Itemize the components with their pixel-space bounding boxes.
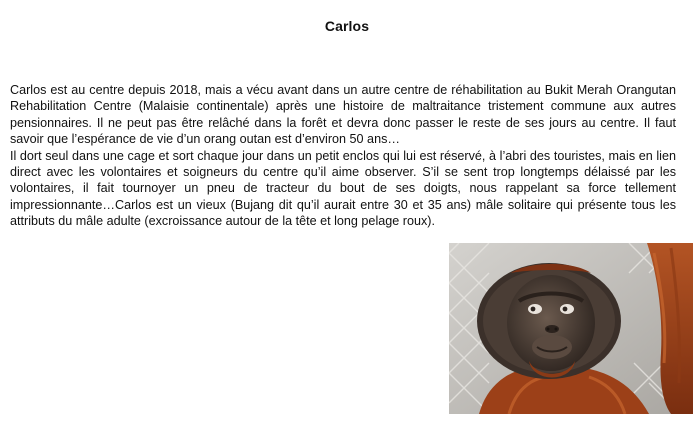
document-body	[10, 82, 676, 230]
document-title: Carlos	[324, 18, 370, 34]
orangutan-photo	[449, 243, 693, 414]
orangutan-illustration	[449, 243, 693, 414]
paragraph-2: Il dort seul dans une cage et sort chaque jour dans un petit enclos qui lui est réservé, à l’abri des touristes, mais en lien direct avec les volontaires et soigneurs du centre qu’il aime observer. S’il se sent trop longtemps délaissé par les volontaires, il fait tournoyer un pneu de tracteur du bout de ses doigts, nous rappelant sa force tellement impressionnante…Carlos est un vieux (Bujang dit qu’il aurait entre 30 et 35 ans) mâle solitaire qui présente tous les attributs du mâle adulte (excroissance autour de la tête et long pelage roux).	[10, 148, 676, 229]
paragraph-1: Carlos est au centre depuis 2018, mais a vécu avant dans un autre centre de réhabilitation au Bukit Merah Orangutan Rehabilitation Centre (Malaisie continentale) après une histoire de maltraitance tristement commune aux autres pensionnaires. Il ne peut pas être relâché dans la forêt et devra donc passer le reste de ses jours au centre. Il faut savoir que l’espérance de vie d’un orang outan est d’environ 50 ans…	[10, 83, 676, 147]
